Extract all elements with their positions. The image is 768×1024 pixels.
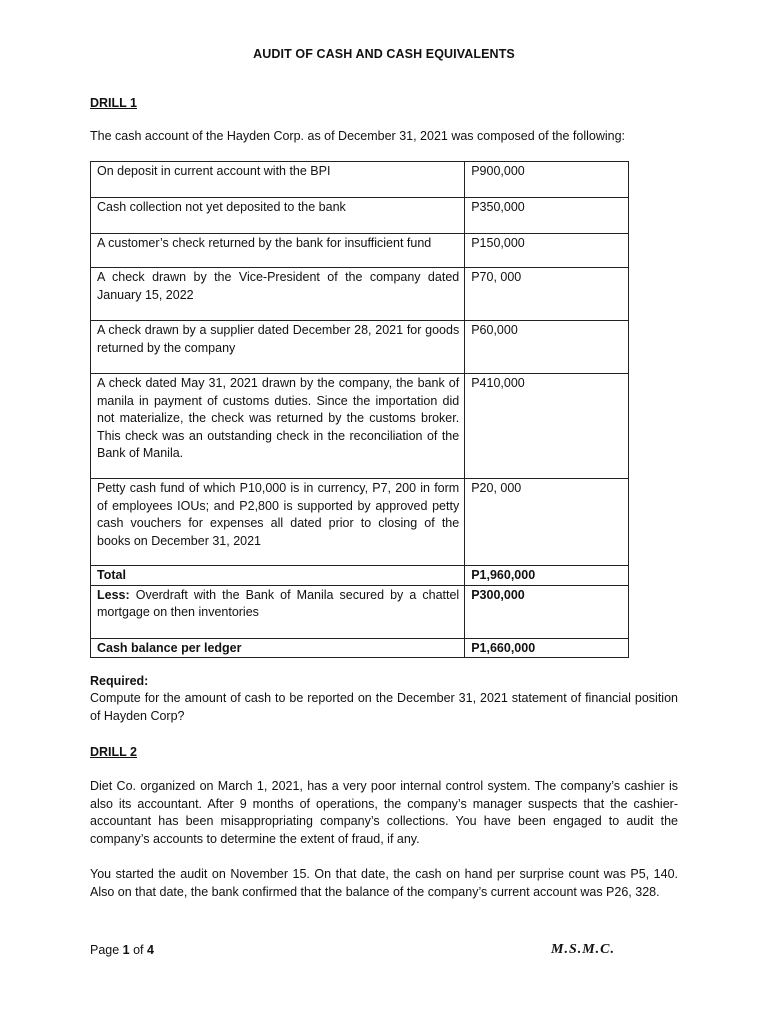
drill-1-intro: The cash account of the Hayden Corp. as of December 31, 2021 was composed of the following: bbox=[90, 129, 626, 143]
drill-1-heading: DRILL 1 bbox=[90, 96, 137, 110]
document-title: AUDIT OF CASH AND CASH EQUIVALENTS bbox=[253, 47, 515, 61]
row-description: On deposit in current account with the BPI bbox=[91, 162, 465, 198]
row-description: A customer’s check returned by the bank for insufficient fund bbox=[91, 234, 465, 268]
page-current: 1 bbox=[122, 943, 130, 957]
row-amount: P410,000 bbox=[465, 374, 629, 479]
balance-amount: P1,660,000 bbox=[465, 638, 629, 658]
page-of: of bbox=[129, 943, 147, 957]
page-total: 4 bbox=[147, 943, 154, 957]
table-row bbox=[91, 268, 629, 321]
table-row bbox=[91, 198, 629, 234]
less-description bbox=[91, 585, 465, 638]
page-prefix: Page bbox=[90, 943, 123, 957]
less-row bbox=[91, 585, 629, 638]
table-row bbox=[91, 321, 629, 374]
row-description: Petty cash fund of which P10,000 is in currency, P7, 200 in form of employees IOUs; and P2,800 is supported by approved petty cash vouchers for expenses all dated prior to closing of the books on December 31, 2021 bbox=[91, 479, 465, 566]
total-label: Total bbox=[91, 566, 465, 586]
balance-label: Cash balance per ledger bbox=[91, 638, 465, 658]
row-description: A check dated May 31, 2021 drawn by the company, the bank of manila in payment of customs duties. Since the importation did not materialize, the check was returned by the customs broker. This check was an outstanding check in the reconciliation of the Bank of Manila. bbox=[91, 374, 465, 479]
less-amount: P300,000 bbox=[465, 585, 629, 638]
table-row bbox=[91, 374, 629, 479]
total-row bbox=[91, 566, 629, 586]
row-amount: P150,000 bbox=[465, 234, 629, 268]
drill-2-paragraph-1: Diet Co. organized on March 1, 2021, has a very poor internal control system. The company’s cashier is also its accountant. After 9 months of operations, the company’s manager suspects that the cashier-accountant has been misappropriating company’s collections. You have been engaged to audit the company’s accounts to determine the extent of fraud, if any. bbox=[90, 779, 678, 846]
cash-composition-table bbox=[90, 161, 629, 658]
less-text: Overdraft with the Bank of Manila secured by a chattel mortgage on then inventories bbox=[97, 587, 460, 619]
less-label: Less: bbox=[97, 587, 130, 602]
row-amount: P350,000 bbox=[465, 198, 629, 234]
total-amount: P1,960,000 bbox=[465, 566, 629, 586]
balance-row bbox=[91, 638, 629, 658]
required-label: Required: bbox=[90, 674, 149, 688]
table-row bbox=[91, 234, 629, 268]
table-row bbox=[91, 162, 629, 198]
row-amount: P70, 000 bbox=[465, 268, 629, 321]
row-description: A check drawn by a supplier dated December 28, 2021 for goods returned by the company bbox=[91, 321, 465, 374]
page-number bbox=[90, 943, 154, 957]
drill-2-paragraph-2: You started the audit on November 15. On that date, the cash on hand per surprise count was P5, 140. Also on that date, the bank confirmed that the balance of the company’s current account was P26, 328. bbox=[90, 867, 678, 899]
author-signature: M.S.M.C. bbox=[551, 942, 616, 957]
row-amount: P20, 000 bbox=[465, 479, 629, 566]
row-amount: P900,000 bbox=[465, 162, 629, 198]
drill-2-heading: DRILL 2 bbox=[90, 745, 137, 759]
row-description: A check drawn by the Vice-President of the company dated January 15, 2022 bbox=[91, 268, 465, 321]
row-amount: P60,000 bbox=[465, 321, 629, 374]
required-text: Compute for the amount of cash to be reported on the December 31, 2021 statement of financial position of Hayden Corp? bbox=[90, 691, 678, 723]
table-row bbox=[91, 479, 629, 566]
row-description: Cash collection not yet deposited to the bank bbox=[91, 198, 465, 234]
